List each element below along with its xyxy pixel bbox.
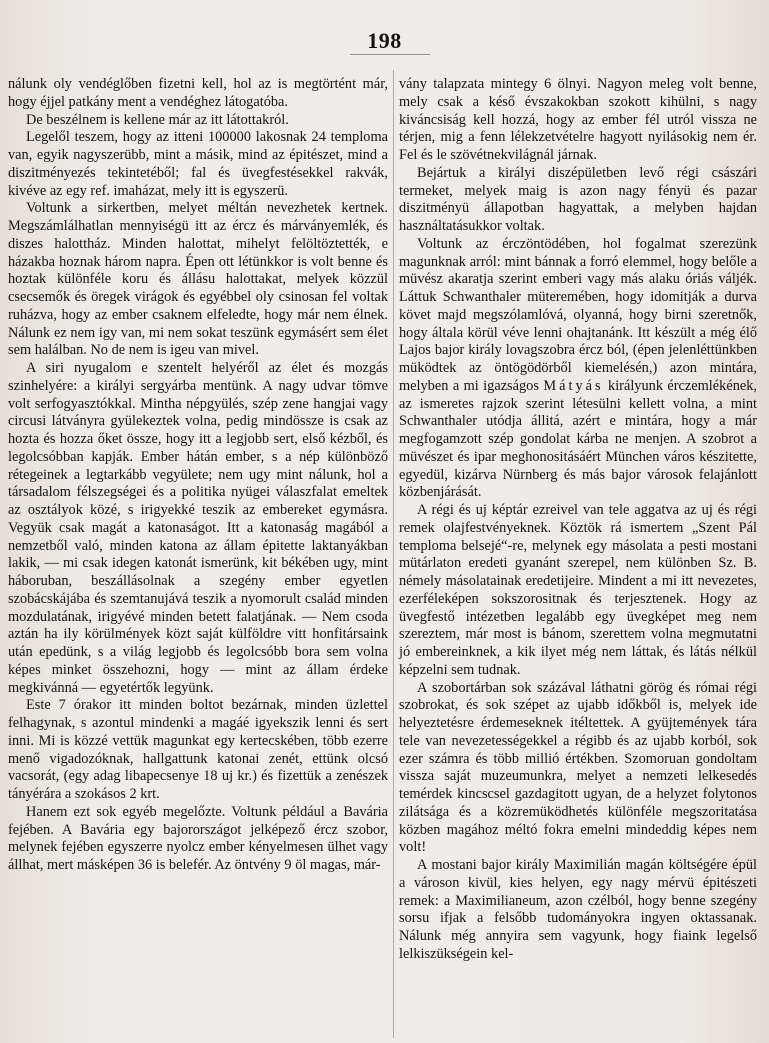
paragraph-text: Voltunk az érczöntödében, hol fogalmat szerezünk magunknak arról: mint bánnak a forró elemmel, hogy belőle a müvész akaratja szerint emberi vagy más alaku óriás váljék. Láttuk Schwanthaler müteremében, hogy idomitják a durva követ majd megszólamlóvá, olyanná, hogy birni szeretnők, hogy általa körül véve lenni ohajtanánk. Itt készült a még élő Lajos bajor király lovagszobra ércz ból, (épen jelenléttünkben müködtek az öntögödörből kiemelésén,) azon mintára, melyben a mi igazságos [399, 235, 757, 394]
paragraph: Hanem ezt sok egyéb megelőzte. Voltunk például a Bavária fejében. A Bavária egy bajorországot jelképező ércz szobor, melynek fejében egyszerre nyolcz ember kényelmesen ülhet vagy állhat, mert másképen 36 is belefér. Az öntvény 9 öl magas, már- [8, 803, 388, 873]
header-ornament [350, 54, 430, 67]
paragraph: Voltunk a sirkertben, melyet méltán nevezhetek kertnek. Megszámlálhatlan mennyiségü itt az ércz és márványemlék, és diszes halottház. Minden halottat, mihelyt felöltöztették, e házakba hoznak három napra. Épen ott létünkkor is volt benne és hoztak különféle koru és állásu halottakat, melyek közzül csecsemők és öregek virágok és egyébbel oly csinosan fel voltak ruházva, hogy az ember csaknem elfeledte, hogy már nem élnek. Nálunk ez nem igy van, mi nem sokat teszünk egymásért sem élet sem halálban. No de nem is igeu van mivel. [8, 200, 388, 359]
paragraph: vány talapzata mintegy 6 ölnyi. Nagyon meleg volt benne, mely csak a késő évszakokban szokott kihülni, s nagy kiváncsiság kell hozzá, hogy az ember fél utról vissza ne térjen, mig a fenn lélekzetvételre hagyott nyilásokig nem ér. Fel és le szövétnekvilágnál járnak. [399, 76, 757, 163]
paragraph: Este 7 órakor itt minden boltot bezárnak, minden üzlettel felhagynak, s azontul mindenki a magáé igyekszik lenni és sert inni. Mi is közzé vettük magunkat egy kertecskében, több ezerre menő vigadozóknak, hallgattunk katonai zenét, ettünk olcsó vacsorát, (egy adag libapecsenye 18 uj kr.) és fizettük a zenészek tányérára a szokásos 2 krt. [8, 697, 388, 802]
page-number: 198 [367, 28, 402, 53]
paragraph: A szobortárban sok százával láthatni görög és római régi szobrokat, és sok szépet az ujabb időkből is, melyek ide helyeztetésre érdemeseknek itéltettek. A gyüjtemények tára tele van nevezetességekkel a régibb és az ujabb korból, sok ezer számra és több millió értékben. Szomoruan gondoltam vissza saját muzeumunkra, melyet a nemzeti lelkesedés temérdek kincscsel gazdagitott ugyan, de a helyzet folytonos zilátsága és a közremüködhetés különféle megszoritatása közben magához méltó fokra emelni mindeddig képes nem volt! [399, 679, 757, 856]
paragraph-text: királyunk érczemlékének, az ismeretes rajzok szerint létesülni kellett volna, a mint Schwanthaler utódja állitá, azért e mintára, hogy a már megfogamzott szép gondolat kárba ne menjen. A szobrot a müvészet és ipar meghonositásáért München város készitette, egyedül, kizárva Nürnberg és más bajor városok felajánlott közbenjárását. [399, 377, 757, 501]
paragraph: Legelől teszem, hogy az itteni 100000 lakosnak 24 temploma van, egyik nagyszerübb, mint a másik, mind az épitészet, mind a diszitményezés tekintetéből; fal és üvegfestésekkel rakvák, kivéve az egy ref. imaházat, mely itt is egyszerü. [8, 129, 388, 199]
paragraph: A régi és uj képtár ezreivel van tele aggatva az uj és régi remek olajfestvényeknek. Köztök rá ismertem „Szent Pál temploma belsejé“-re, melynek egy másolata a pesti mostani mütárlaton eredeti gyanánt szerepel, nem különben Sz. B. némely másolatainak eredetijeire. Mindent a mi itt nevezetes, ezerféleképen sokszorositnak és terjesztenek. Hogy az üvegfestő intézetben legalább egy üvegképet meg nem szereztem, már most is bánom, szerettem volna megmutatni jó embereinknek, a kik ilyet még nem láttak, és látás nélkül képzelni sem tudnak. [399, 502, 757, 678]
left-column [8, 76, 388, 875]
paragraph: A mostani bajor király Maximilián magán költségére épül a városon kivül, kies helyen, egy nagy mérvü épitészeti remek: a Maximilianeum, azon czélból, hogy benne szegény sorsu ifjak a felsőbb tudományokra ingyen oktassanak. Nálunk még annyira sem vagyunk, hogy fiaink legelső lelkiszükségein kel- [399, 857, 757, 962]
spaced-name-matyas: Mátyás [543, 377, 604, 394]
paragraph: nálunk oly vendéglőben fizetni kell, hol az is megtörtént már, hogy éjjel patkány ment a vendéghez látogatóba. [8, 76, 388, 110]
column-divider [393, 70, 394, 1038]
paragraph [399, 236, 757, 502]
right-column [399, 76, 757, 964]
paragraph: A siri nyugalom e szentelt helyéről az élet és mozgás szinhelyére: a királyi sergyárba mentünk. A nagy udvar tömve volt serfogyasztókkal. Mintha népgyülés, szép zene hangjai vagy circusi látványra gyülekeztek volna, pedig mindössze is csak az hozta és hozza őket össze, hogy itt a legjobb sert, első kézből, és legolcsóbban kapják. Ember hátán ember, s a nép különböző rétegeinek a legtarkább vegyülete; nem ugy mint nálunk, hol a társadalom félszegségei és a politika nyügei válaszfalat emeltek az osztályok közé, s irigyekké teszik az embereket egymásra. Vegyük csak magát a katonaságot. Itt a katonaság magából a nemzetből való, minden katona az állam épitette laktanyákban lakik, — mi csak idegen katonát ismerünk, kit békében ugy, mint háboruban, beszállásolnak a szegény ember egyetlen szobácskájába és szemtanujává teszik a nyomorult család minden mozdulatának, irigyévé minden betett falatjának. — Nem csoda aztán ha ily körülmények közt saját külföldre vitt honfitársaink után epedünk, s a világ legjobb és legolcsóbb bora sem volna képes minket összehozni, hogy — mint az állam érdeke megkivánná — egyetértők legyünk. [8, 360, 388, 696]
paragraph: De beszélnem is kellene már az itt látottakról. [26, 111, 289, 128]
paragraph: Bejártuk a királyi diszépületben levő régi császári termeket, melyek maig is azon nagy fényü és pazar diszitményü állapotban hagyattak, a melyben hajdan használtatásukkor voltak. [399, 164, 757, 234]
